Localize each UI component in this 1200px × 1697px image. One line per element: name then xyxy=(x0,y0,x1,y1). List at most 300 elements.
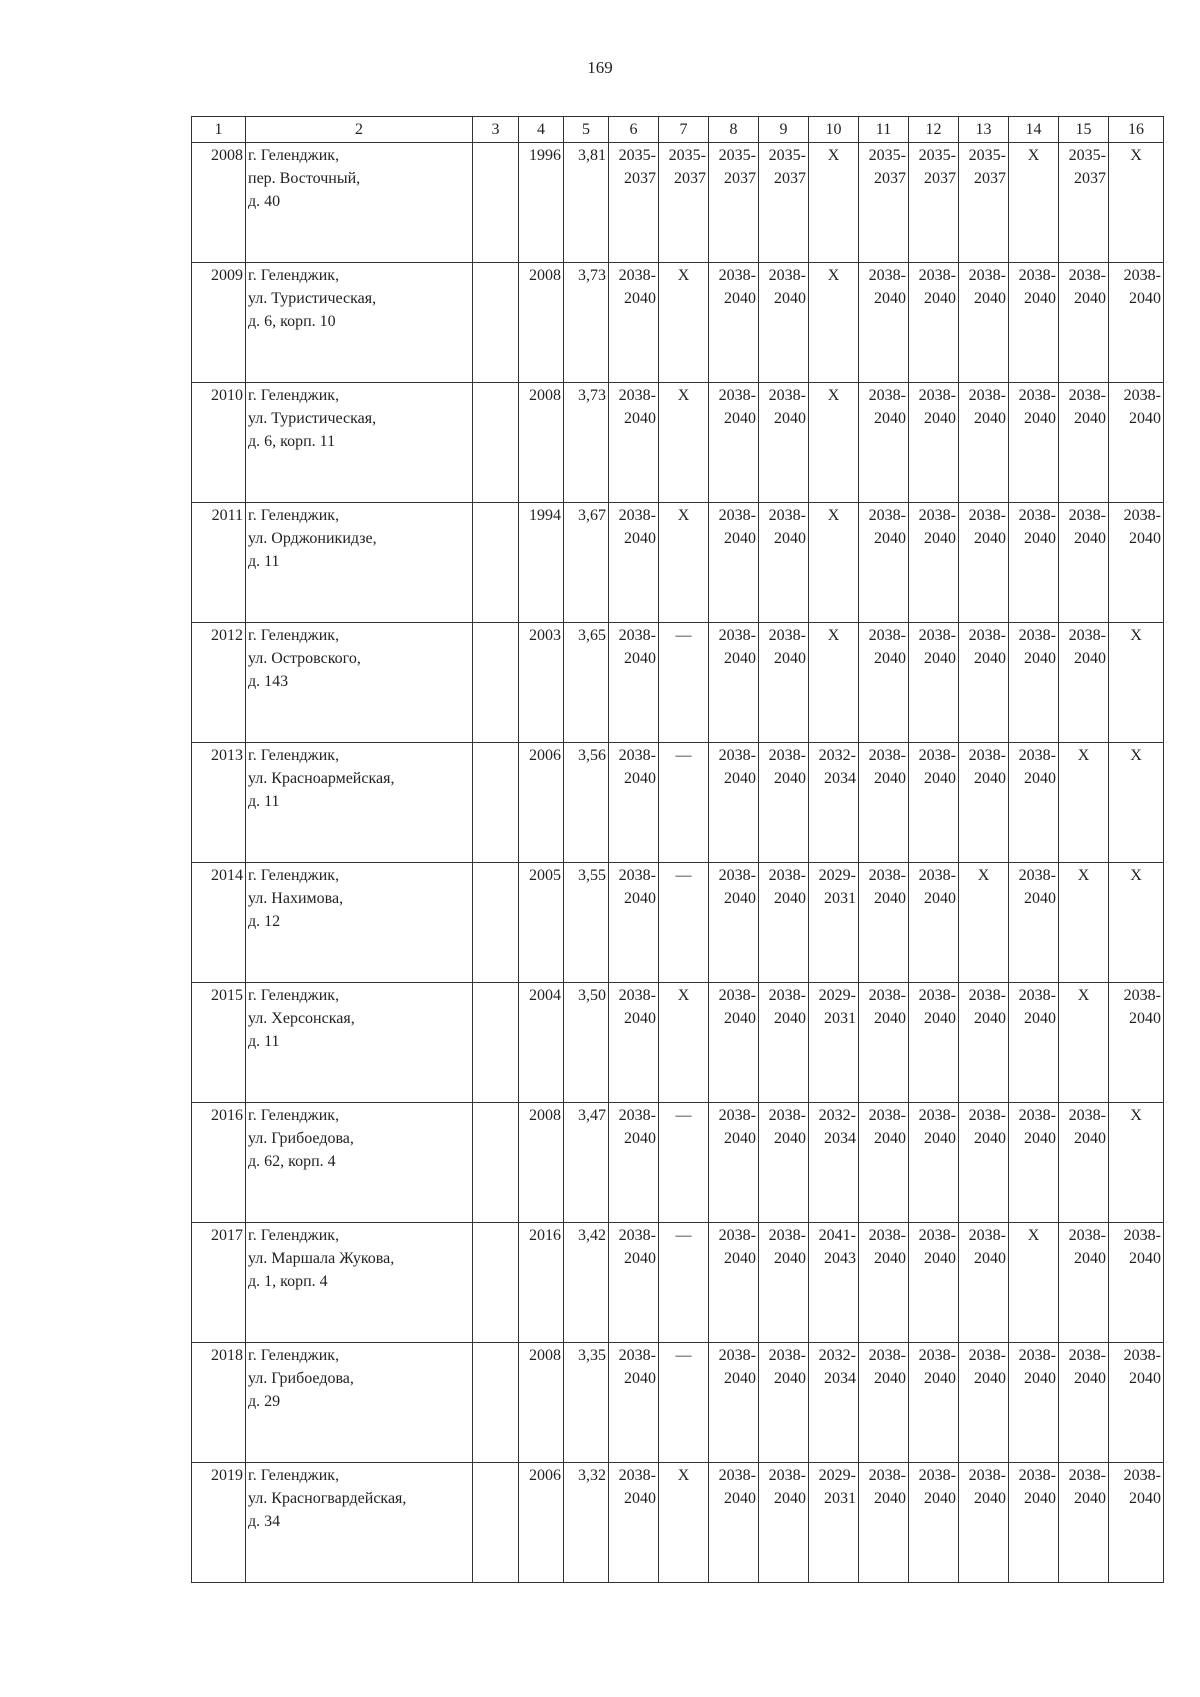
header-cell-7: 7 xyxy=(659,117,709,143)
period-line: Х xyxy=(1077,987,1090,1004)
address-line: д. 40 xyxy=(248,193,281,210)
header-cell-5: 5 xyxy=(564,117,609,143)
period-cell-col-13 xyxy=(959,1103,1009,1223)
period-line: 2040 xyxy=(1024,1010,1056,1027)
period-cell-col-15 xyxy=(1059,863,1109,983)
value-cell: 3,65 xyxy=(564,623,609,743)
period-line: 2040 xyxy=(1074,410,1106,427)
period-cell-col-16 xyxy=(1109,1103,1164,1223)
period-line: 2040 xyxy=(1074,530,1106,547)
period-cell-col-13 xyxy=(959,863,1009,983)
period-line: 2038- xyxy=(918,1107,956,1124)
period-cell-col-16 xyxy=(1109,863,1164,983)
period-line: 2040 xyxy=(624,530,656,547)
address-cell xyxy=(246,743,473,863)
period-cell-col-14 xyxy=(1009,503,1059,623)
period-cell-col-11 xyxy=(859,383,909,503)
period-line: 2040 xyxy=(974,1130,1006,1147)
period-line: 2040 xyxy=(1024,1370,1056,1387)
address-line: ул. Островского, xyxy=(248,650,361,667)
period-line: 2038- xyxy=(1018,387,1056,404)
period-line: 2037 xyxy=(924,170,956,187)
period-line: 2038- xyxy=(868,987,906,1004)
period-line: 2038- xyxy=(868,267,906,284)
period-cell-col-8 xyxy=(709,1463,759,1583)
period-line: 2040 xyxy=(624,290,656,307)
period-line: 2038- xyxy=(1068,627,1106,644)
period-line: Х xyxy=(1130,627,1142,644)
period-line: 2038- xyxy=(718,867,756,884)
period-line: 2035- xyxy=(918,147,956,164)
period-line: 2038- xyxy=(1068,1467,1106,1484)
period-line: 2038- xyxy=(1018,867,1056,884)
period-line: 2040 xyxy=(874,290,906,307)
address-line: д. 11 xyxy=(248,553,280,570)
address-line: ул. Херсонская, xyxy=(248,1010,355,1027)
period-cell-col-11 xyxy=(859,863,909,983)
period-line: 2035- xyxy=(968,147,1006,164)
table-body xyxy=(192,143,1164,1583)
address-cell xyxy=(246,1223,473,1343)
address-cell xyxy=(246,503,473,623)
period-line: 2040 xyxy=(724,770,756,787)
period-cell-col-13 xyxy=(959,1463,1009,1583)
period-line: 2040 xyxy=(1074,290,1106,307)
period-line: 2038- xyxy=(618,627,656,644)
period-cell-col-9 xyxy=(759,263,809,383)
period-line: 2040 xyxy=(924,1490,956,1507)
address-line: ул. Орджоникидзе, xyxy=(248,530,377,547)
period-line: 2038- xyxy=(868,1467,906,1484)
column-3-cell xyxy=(473,1343,519,1463)
period-line: 2038- xyxy=(1068,387,1106,404)
value-cell: 3,73 xyxy=(564,263,609,383)
address-cell xyxy=(246,983,473,1103)
period-line: 2038- xyxy=(618,507,656,524)
period-cell-col-7 xyxy=(659,1463,709,1583)
period-cell-col-12 xyxy=(909,1103,959,1223)
period-cell-col-15 xyxy=(1059,983,1109,1103)
period-line: 2035- xyxy=(718,147,756,164)
period-line: 2040 xyxy=(974,410,1006,427)
period-line: 2040 xyxy=(1074,1490,1106,1507)
period-line: Х xyxy=(977,867,990,884)
table-row xyxy=(192,263,1164,383)
address-line: ул. Красногвардейская, xyxy=(248,1490,407,1507)
period-line: 2040 xyxy=(1024,770,1056,787)
period-line: 2037 xyxy=(674,170,706,187)
period-line: 2040 xyxy=(724,650,756,667)
period-line: 2038- xyxy=(1018,1107,1056,1124)
period-cell-col-7 xyxy=(659,263,709,383)
period-line: 2038- xyxy=(868,1227,906,1244)
period-cell-col-11 xyxy=(859,1223,909,1343)
period-line: 2040 xyxy=(874,1010,906,1027)
period-cell-col-16 xyxy=(1109,263,1164,383)
row-number: 2016 xyxy=(192,1103,246,1223)
period-line: 2038- xyxy=(718,627,756,644)
period-cell-col-15 xyxy=(1059,263,1109,383)
year-cell: 2004 xyxy=(519,983,564,1103)
period-line: 2038- xyxy=(1018,1347,1056,1364)
period-line: 2038- xyxy=(868,747,906,764)
value-cell: 3,55 xyxy=(564,863,609,983)
period-line: 2040 xyxy=(624,650,656,667)
period-line: 2040 xyxy=(974,770,1006,787)
row-number: 2008 xyxy=(192,143,246,263)
period-line: Х xyxy=(1077,747,1090,764)
year-cell: 2003 xyxy=(519,623,564,743)
period-cell-col-10 xyxy=(809,1223,859,1343)
column-3-cell xyxy=(473,503,519,623)
period-line: 2034 xyxy=(824,1130,856,1147)
period-cell-col-8 xyxy=(709,1343,759,1463)
address-line: д. 12 xyxy=(248,913,281,930)
row-number: 2010 xyxy=(192,383,246,503)
period-line: 2040 xyxy=(974,290,1006,307)
period-cell-col-10 xyxy=(809,983,859,1103)
period-cell-col-6 xyxy=(609,1463,659,1583)
address-line: г. Геленджик, xyxy=(248,627,340,644)
period-line: 2032- xyxy=(818,1107,856,1124)
address-line: д. 62, корп. 4 xyxy=(248,1153,336,1170)
header-cell-2: 2 xyxy=(246,117,473,143)
period-line: 2038- xyxy=(768,987,806,1004)
period-cell-col-10 xyxy=(809,263,859,383)
period-cell-col-7 xyxy=(659,1103,709,1223)
value-cell: 3,56 xyxy=(564,743,609,863)
year-cell: 2008 xyxy=(519,1103,564,1223)
address-line: пер. Восточный, xyxy=(248,170,361,187)
period-cell-col-9 xyxy=(759,383,809,503)
period-line: 2038- xyxy=(1068,1347,1106,1364)
address-line: д. 29 xyxy=(248,1393,281,1410)
table-row xyxy=(192,143,1164,263)
period-line: 2040 xyxy=(924,290,956,307)
period-line: 2034 xyxy=(824,1370,856,1387)
period-line: 2038- xyxy=(968,387,1006,404)
period-line: 2038- xyxy=(918,987,956,1004)
period-line: 2038- xyxy=(1068,1227,1106,1244)
period-cell-col-8 xyxy=(709,1103,759,1223)
period-cell-col-14 xyxy=(1009,983,1059,1103)
period-cell-col-6 xyxy=(609,623,659,743)
period-line: Х xyxy=(827,627,840,644)
period-line: 2040 xyxy=(874,1130,906,1147)
period-line: 2029- xyxy=(818,987,856,1004)
period-cell-col-15 xyxy=(1059,503,1109,623)
period-cell-col-8 xyxy=(709,863,759,983)
period-cell-col-12 xyxy=(909,983,959,1103)
period-line: 2038- xyxy=(718,1107,756,1124)
period-line: 2040 xyxy=(624,770,656,787)
table-row xyxy=(192,743,1164,863)
period-line: 2038- xyxy=(618,1347,656,1364)
period-line: Х xyxy=(827,507,840,524)
period-cell-col-9 xyxy=(759,1223,809,1343)
period-cell-col-8 xyxy=(709,743,759,863)
address-cell xyxy=(246,263,473,383)
period-cell-col-11 xyxy=(859,263,909,383)
header-cell-13: 13 xyxy=(959,117,1009,143)
period-line: 2038- xyxy=(1123,1467,1161,1484)
period-line: 2040 xyxy=(874,530,906,547)
column-3-cell xyxy=(473,1103,519,1223)
period-line: Х xyxy=(1027,147,1040,164)
table-header-row xyxy=(192,117,1164,143)
schedule-table xyxy=(191,116,1164,1583)
period-cell-col-10 xyxy=(809,383,859,503)
period-line: — xyxy=(675,1347,692,1364)
column-3-cell xyxy=(473,863,519,983)
period-line: 2038- xyxy=(868,1107,906,1124)
period-line: 2040 xyxy=(874,650,906,667)
period-line: 2040 xyxy=(924,1250,956,1267)
address-line: ул. Грибоедова, xyxy=(248,1130,354,1147)
period-line: 2040 xyxy=(1074,1250,1106,1267)
address-line: ул. Нахимова, xyxy=(248,890,344,907)
period-line: 2038- xyxy=(1018,1467,1056,1484)
period-cell-col-8 xyxy=(709,503,759,623)
period-line: 2040 xyxy=(774,650,806,667)
year-cell: 1994 xyxy=(519,503,564,623)
period-line: 2038- xyxy=(768,1107,806,1124)
period-line: 2038- xyxy=(1123,507,1161,524)
period-line: 2040 xyxy=(774,1010,806,1027)
period-line: 2040 xyxy=(974,1250,1006,1267)
period-line: 2040 xyxy=(774,770,806,787)
period-line: 2040 xyxy=(624,1250,656,1267)
address-cell xyxy=(246,623,473,743)
header-cell-6: 6 xyxy=(609,117,659,143)
period-line: 2040 xyxy=(1129,1010,1161,1027)
period-line: Х xyxy=(1130,747,1142,764)
period-line: 2038- xyxy=(1123,1227,1161,1244)
header-cell-16: 16 xyxy=(1109,117,1164,143)
row-number: 2015 xyxy=(192,983,246,1103)
period-line: 2038- xyxy=(1018,987,1056,1004)
period-line: 2040 xyxy=(1024,1490,1056,1507)
period-line: 2040 xyxy=(724,1250,756,1267)
period-line: 2037 xyxy=(974,170,1006,187)
period-line: 2040 xyxy=(974,1370,1006,1387)
header-cell-8: 8 xyxy=(709,117,759,143)
table-row xyxy=(192,503,1164,623)
period-line: 2038- xyxy=(968,1227,1006,1244)
period-cell-col-10 xyxy=(809,1463,859,1583)
period-line: 2038- xyxy=(718,1347,756,1364)
period-line: 2038- xyxy=(918,1347,956,1364)
year-cell: 2006 xyxy=(519,1463,564,1583)
period-line: 2038- xyxy=(918,387,956,404)
period-cell-col-13 xyxy=(959,143,1009,263)
period-line: 2038- xyxy=(768,507,806,524)
period-cell-col-11 xyxy=(859,1103,909,1223)
period-line: Х xyxy=(827,387,840,404)
period-cell-col-16 xyxy=(1109,983,1164,1103)
period-line: 2031 xyxy=(824,890,856,907)
row-number: 2012 xyxy=(192,623,246,743)
period-line: 2040 xyxy=(774,1250,806,1267)
column-3-cell xyxy=(473,983,519,1103)
address-line: г. Геленджик, xyxy=(248,747,340,764)
value-cell: 3,67 xyxy=(564,503,609,623)
period-line: Х xyxy=(677,387,690,404)
period-line: 2040 xyxy=(1129,290,1161,307)
period-cell-col-6 xyxy=(609,143,659,263)
period-cell-col-14 xyxy=(1009,1343,1059,1463)
period-cell-col-11 xyxy=(859,623,909,743)
period-cell-col-14 xyxy=(1009,143,1059,263)
period-line: Х xyxy=(1027,1227,1040,1244)
period-line: Х xyxy=(827,147,840,164)
column-3-cell xyxy=(473,743,519,863)
period-cell-col-7 xyxy=(659,743,709,863)
period-line: 2038- xyxy=(1018,507,1056,524)
address-line: г. Геленджик, xyxy=(248,987,340,1004)
period-cell-col-12 xyxy=(909,1343,959,1463)
period-line: 2038- xyxy=(768,1347,806,1364)
period-line: — xyxy=(675,747,692,764)
value-cell: 3,47 xyxy=(564,1103,609,1223)
address-line: д. 1, корп. 4 xyxy=(248,1273,328,1290)
row-number: 2014 xyxy=(192,863,246,983)
period-line: 2029- xyxy=(818,1467,856,1484)
period-line: Х xyxy=(1130,1107,1142,1124)
header-cell-12: 12 xyxy=(909,117,959,143)
period-cell-col-15 xyxy=(1059,143,1109,263)
period-line: 2038- xyxy=(968,1467,1006,1484)
period-cell-col-8 xyxy=(709,1223,759,1343)
period-cell-col-14 xyxy=(1009,743,1059,863)
year-cell: 2006 xyxy=(519,743,564,863)
period-line: 2038- xyxy=(618,267,656,284)
address-line: д. 6, корп. 10 xyxy=(248,313,336,330)
table-row xyxy=(192,383,1164,503)
period-line: Х xyxy=(1130,867,1142,884)
period-line: 2038- xyxy=(968,267,1006,284)
table-row xyxy=(192,623,1164,743)
period-line: 2038- xyxy=(968,1107,1006,1124)
period-line: 2040 xyxy=(924,1130,956,1147)
period-line: 2040 xyxy=(1129,1250,1161,1267)
address-line: д. 6, корп. 11 xyxy=(248,433,336,450)
period-line: 2038- xyxy=(1018,627,1056,644)
period-line: Х xyxy=(1077,867,1090,884)
period-line: 2032- xyxy=(818,747,856,764)
period-line: 2038- xyxy=(768,267,806,284)
period-cell-col-16 xyxy=(1109,383,1164,503)
period-line: 2040 xyxy=(724,1490,756,1507)
header-cell-11: 11 xyxy=(859,117,909,143)
period-line: 2037 xyxy=(874,170,906,187)
period-line: 2038- xyxy=(918,507,956,524)
period-line: 2040 xyxy=(724,890,756,907)
period-line: 2038- xyxy=(768,1227,806,1244)
period-cell-col-10 xyxy=(809,143,859,263)
period-cell-col-14 xyxy=(1009,863,1059,983)
column-3-cell xyxy=(473,263,519,383)
period-line: 2035- xyxy=(618,147,656,164)
column-3-cell xyxy=(473,1463,519,1583)
period-cell-col-9 xyxy=(759,743,809,863)
period-cell-col-12 xyxy=(909,743,959,863)
table-row xyxy=(192,983,1164,1103)
period-cell-col-16 xyxy=(1109,1223,1164,1343)
period-line: 2040 xyxy=(1024,410,1056,427)
period-line: 2038- xyxy=(768,627,806,644)
period-line: 2038- xyxy=(1018,267,1056,284)
address-line: г. Геленджик, xyxy=(248,1467,340,1484)
year-cell: 2005 xyxy=(519,863,564,983)
period-cell-col-7 xyxy=(659,863,709,983)
period-cell-col-6 xyxy=(609,263,659,383)
address-line: д. 143 xyxy=(248,673,289,690)
period-line: 2038- xyxy=(1123,1347,1161,1364)
period-cell-col-9 xyxy=(759,503,809,623)
period-line: 2040 xyxy=(1024,1130,1056,1147)
period-line: 2038- xyxy=(968,1347,1006,1364)
period-line: 2040 xyxy=(774,410,806,427)
period-line: 2040 xyxy=(724,1370,756,1387)
period-cell-col-11 xyxy=(859,1463,909,1583)
address-line: д. 34 xyxy=(248,1513,281,1530)
period-line: 2040 xyxy=(874,890,906,907)
period-line: 2038- xyxy=(718,387,756,404)
period-line: 2038- xyxy=(718,1227,756,1244)
header-cell-4: 4 xyxy=(519,117,564,143)
address-line: г. Геленджик, xyxy=(248,1107,340,1124)
period-cell-col-10 xyxy=(809,743,859,863)
value-cell: 3,73 xyxy=(564,383,609,503)
period-cell-col-10 xyxy=(809,1343,859,1463)
table-row xyxy=(192,1223,1164,1343)
address-line: ул. Маршала Жукова, xyxy=(248,1250,395,1267)
period-line: 2040 xyxy=(1024,530,1056,547)
address-line: г. Геленджик, xyxy=(248,1227,340,1244)
address-line: д. 11 xyxy=(248,1033,280,1050)
period-line: 2038- xyxy=(768,747,806,764)
period-cell-col-15 xyxy=(1059,1103,1109,1223)
period-line: 2040 xyxy=(974,1010,1006,1027)
column-3-cell xyxy=(473,383,519,503)
value-cell: 3,81 xyxy=(564,143,609,263)
period-line: 2038- xyxy=(718,267,756,284)
period-cell-col-12 xyxy=(909,1463,959,1583)
period-line: 2040 xyxy=(724,1130,756,1147)
header-cell-3: 3 xyxy=(473,117,519,143)
period-cell-col-12 xyxy=(909,863,959,983)
period-cell-col-11 xyxy=(859,983,909,1103)
period-line: — xyxy=(675,867,692,884)
period-cell-col-12 xyxy=(909,503,959,623)
period-cell-col-14 xyxy=(1009,1103,1059,1223)
period-line: Х xyxy=(677,267,690,284)
period-cell-col-14 xyxy=(1009,623,1059,743)
period-line: 2032- xyxy=(818,1347,856,1364)
period-line: 2040 xyxy=(974,530,1006,547)
period-line: 2040 xyxy=(624,890,656,907)
period-line: 2040 xyxy=(1129,530,1161,547)
period-cell-col-11 xyxy=(859,743,909,863)
period-cell-col-11 xyxy=(859,143,909,263)
period-line: 2040 xyxy=(774,530,806,547)
year-cell: 2008 xyxy=(519,383,564,503)
address-line: г. Геленджик, xyxy=(248,267,340,284)
period-cell-col-7 xyxy=(659,983,709,1103)
table-row xyxy=(192,1463,1164,1583)
period-line: 2040 xyxy=(1024,650,1056,667)
